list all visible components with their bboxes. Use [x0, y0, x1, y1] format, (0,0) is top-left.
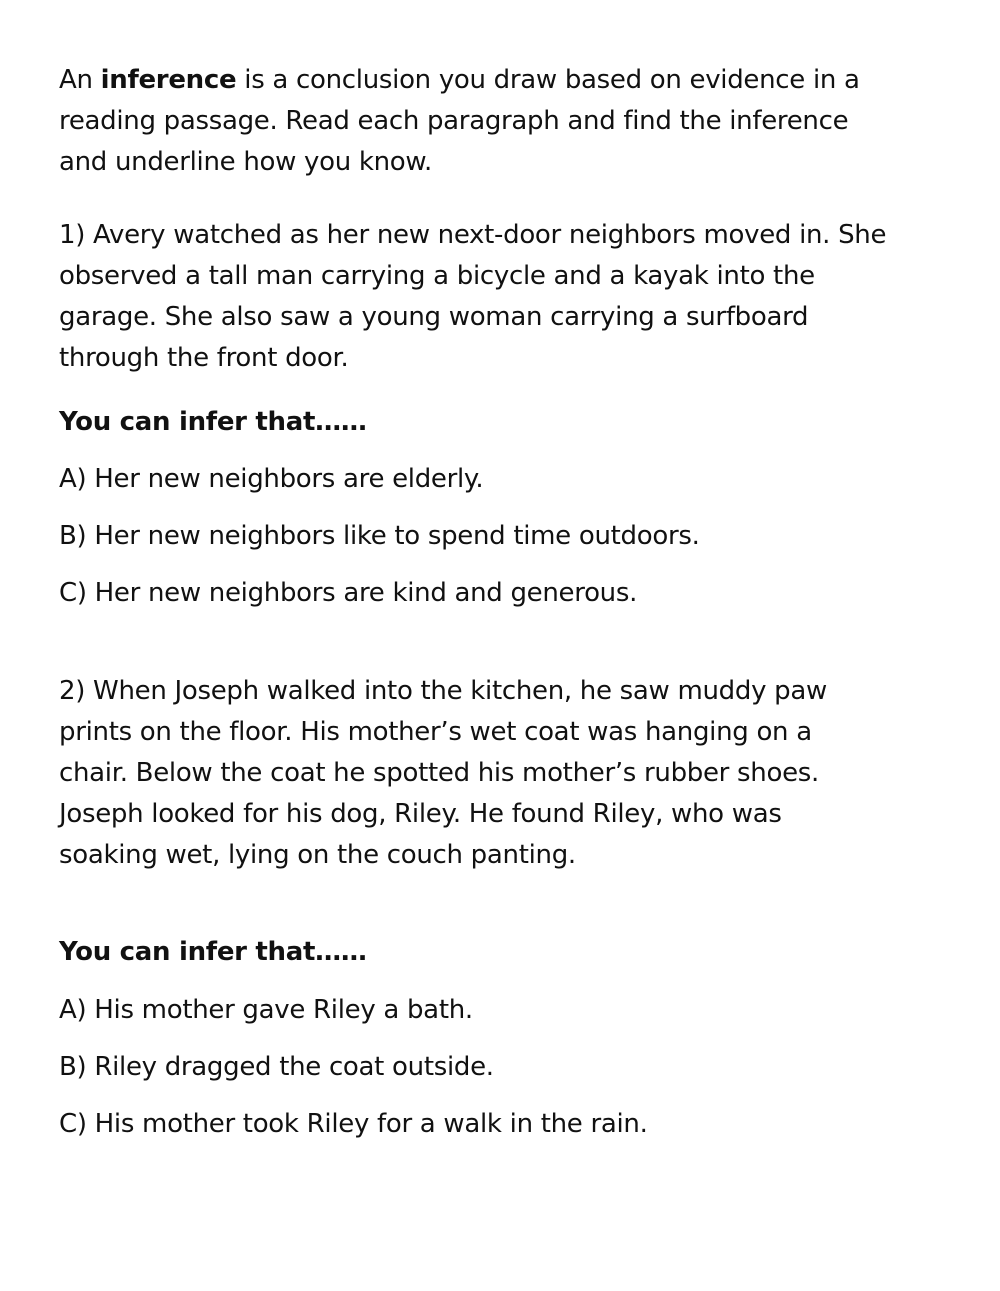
passage-line: observed a tall man carrying a bicycle and a kayak into the [59, 261, 815, 291]
question-2-option-a[interactable]: A) His mother gave Riley a bath. [59, 995, 473, 1025]
question-1-option-c[interactable]: C) Her new neighbors are kind and generous. [59, 578, 638, 608]
intro-line-3: and underline how you know. [59, 147, 432, 177]
passage-line: 1) Avery watched as her new next-door neighbors moved in. She [59, 220, 887, 250]
question-1-passage [59, 215, 969, 379]
question-1-prompt: You can infer that…… [59, 407, 367, 437]
passage-line: garage. She also saw a young woman carrying a surfboard [59, 302, 809, 332]
passage-line: chair. Below the coat he spotted his mother’s rubber shoes. [59, 758, 819, 788]
question-2-passage [59, 671, 939, 876]
passage-line: through the front door. [59, 343, 349, 373]
intro-line-2: reading passage. Read each paragraph and find the inference [59, 106, 849, 136]
intro-line-1-rest: is a conclusion you draw based on evidence in a [236, 65, 860, 95]
intro-prefix: An [59, 65, 101, 95]
intro-term: inference [100, 65, 237, 95]
passage-line: Joseph looked for his dog, Riley. He found Riley, who was [59, 799, 782, 829]
passage-line: prints on the floor. His mother’s wet coat was hanging on a [59, 717, 812, 747]
question-2-option-b[interactable]: B) Riley dragged the coat outside. [59, 1052, 494, 1082]
passage-line: soaking wet, lying on the couch panting. [59, 840, 576, 870]
passage-line: 2) When Joseph walked into the kitchen, he saw muddy paw [59, 676, 827, 706]
question-2-option-c[interactable]: C) His mother took Riley for a walk in the rain. [59, 1109, 648, 1139]
intro-line-1 [59, 60, 919, 101]
question-1-option-b[interactable]: B) Her new neighbors like to spend time outdoors. [59, 521, 700, 551]
question-1-option-a[interactable]: A) Her new neighbors are elderly. [59, 464, 484, 494]
intro-paragraph [59, 60, 919, 183]
question-2-prompt: You can infer that…… [59, 937, 367, 967]
